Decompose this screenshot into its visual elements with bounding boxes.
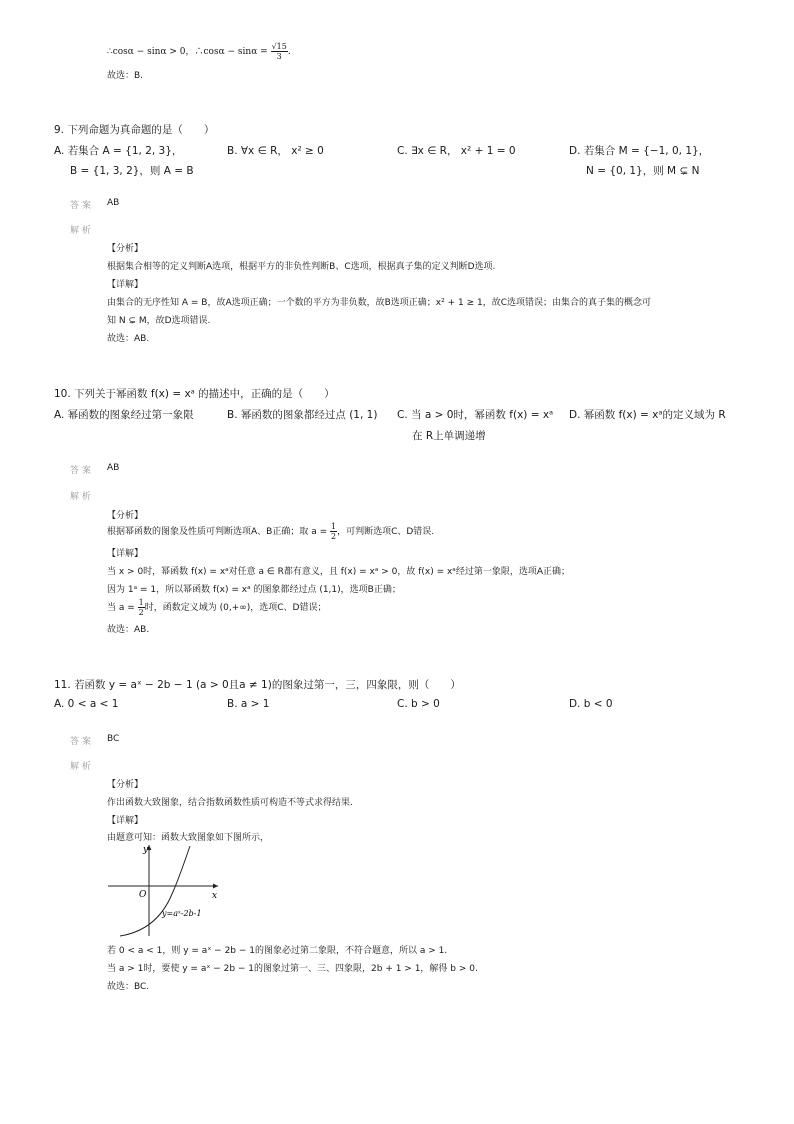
q10-option-c-line2: 在 R上单调递增 bbox=[412, 430, 486, 442]
one-half-fraction bbox=[138, 598, 145, 617]
q10-analysis-text bbox=[107, 522, 434, 541]
q11-analysis-label: 解 析 bbox=[70, 762, 91, 772]
graph-origin-label: O bbox=[139, 890, 147, 900]
q10-detail-line3-a: 当 a = bbox=[107, 603, 135, 613]
q11-detail-line1: 由题意可知：函数大致图象如下图所示， bbox=[107, 833, 270, 843]
q11-stem: 11. 若函数 y = aˣ − 2b − 1 (a > 0且a ≠ 1)的图象过第一，三，四象限，则（ ） bbox=[54, 679, 461, 691]
fraction-denominator: 2 bbox=[138, 608, 144, 617]
q10-option-d: D. 幂函数 f(x) = xᵃ的定义域为 R bbox=[569, 409, 726, 421]
top-line-1-text: ∴cosα − sinα > 0，∴cosα − sinα = bbox=[107, 47, 268, 57]
q10-analysis-text-a: 根据幂函数的图象及性质可判断选项A、B正确；取 a = bbox=[107, 527, 328, 537]
q9-answer: AB bbox=[107, 198, 120, 208]
q11-detail-line2: 若 0 < a < 1，则 y = aˣ − 2b − 1的图象必过第二象限，不符合题意，所以 a > 1. bbox=[107, 946, 448, 956]
q10-conclusion: 故选：AB. bbox=[107, 625, 150, 635]
q10-option-a: A. 幂函数的图象经过第一象限 bbox=[54, 409, 194, 421]
q11-analysis-text: 作出函数大致图象，结合指数函数性质可构造不等式求得结果. bbox=[107, 798, 353, 808]
top-conclusion: 故选：B. bbox=[107, 71, 144, 81]
q10-option-b: B. 幂函数的图象都经过点 (1, 1) bbox=[227, 409, 378, 421]
q9-analysis-label: 解 析 bbox=[70, 226, 91, 236]
q9-option-c: C. ∃x ∈ R， x² + 1 = 0 bbox=[397, 145, 516, 157]
q10-analysis-text-b: ，可判断选项C、D错误. bbox=[337, 527, 435, 537]
q9-detail-line2: 知 N ⊊ M，故D选项错误. bbox=[107, 316, 211, 326]
q9-conclusion: 故选：AB. bbox=[107, 334, 150, 344]
top-line-1-end: . bbox=[287, 47, 291, 57]
graph-function-label: y=aˣ-2b-1 bbox=[162, 909, 202, 918]
q9-option-d-line1: D. 若集合 M = {−1, 0, 1}， bbox=[569, 145, 710, 157]
q11-option-a: A. 0 < a < 1 bbox=[54, 698, 119, 710]
q11-detail-heading: 【详解】 bbox=[107, 816, 144, 826]
fraction-numerator: 1 bbox=[331, 522, 337, 531]
q10-detail-line2: 因为 1ᵃ = 1，所以幂函数 f(x) = xᵃ 的图象都经过点 (1,1)，选项B正确； bbox=[107, 585, 401, 595]
q11-option-d: D. b < 0 bbox=[569, 698, 613, 710]
graph-y-label: y bbox=[143, 845, 149, 855]
fraction-numerator: 1 bbox=[138, 598, 144, 607]
q10-stem: 10. 下列关于幂函数 f(x) = xᵃ 的描述中，正确的是（ ） bbox=[54, 388, 335, 400]
q11-conclusion: 故选：BC. bbox=[107, 982, 150, 992]
q11-option-b: B. a > 1 bbox=[227, 698, 270, 710]
fraction-denominator: 3 bbox=[276, 52, 282, 61]
q11-detail-line3: 当 a > 1时，要使 y = aˣ − 2b − 1的图象过第一、三、四象限，2b + 1 > 1，解得 b > 0. bbox=[107, 964, 478, 974]
q11-analysis-heading: 【分析】 bbox=[107, 780, 144, 790]
q10-detail-line3 bbox=[107, 598, 326, 617]
exponential-curve bbox=[120, 846, 190, 936]
q11-option-c: C. b > 0 bbox=[397, 698, 440, 710]
q9-option-a-line2: B = {1, 3, 2}，则 A = B bbox=[70, 165, 194, 177]
q10-answer: AB bbox=[107, 463, 120, 473]
function-graph bbox=[100, 840, 230, 940]
q9-detail-line1: 由集合的无序性知 A = B，故A选项正确；一个数的平方为非负数，故B选项正确；x² + 1 ≥ 1，故C选项错误；由集合的真子集的概念可 bbox=[107, 298, 651, 308]
q10-detail-line1: 当 x > 0时，幂函数 f(x) = xᵃ对任意 a ∈ R都有意义，且 f(x) = xᵃ > 0，故 f(x) = xᵃ经过第一象限，选项A正确； bbox=[107, 567, 570, 577]
q11-answer-label: 答 案 bbox=[70, 737, 91, 747]
q9-analysis-text: 根据集合相等的定义判断A选项，根据平方的非负性判断B、C选项，根据真子集的定义判断D选项. bbox=[107, 262, 496, 272]
q10-analysis-label: 解 析 bbox=[70, 492, 91, 502]
q9-stem: 9. 下列命题为真命题的是（ ） bbox=[54, 124, 215, 136]
q10-analysis-heading: 【分析】 bbox=[107, 511, 144, 521]
fraction-denominator: 2 bbox=[331, 532, 337, 541]
x-axis-arrow-icon bbox=[213, 884, 218, 889]
q9-option-a-line1: A. 若集合 A = {1, 2, 3}， bbox=[54, 145, 183, 157]
q9-option-b: B. ∀x ∈ R， x² ≥ 0 bbox=[227, 145, 324, 157]
q9-detail-heading: 【详解】 bbox=[107, 280, 144, 290]
q11-answer: BC bbox=[107, 734, 120, 744]
q10-answer-label: 答 案 bbox=[70, 466, 91, 476]
q9-analysis-heading: 【分析】 bbox=[107, 244, 144, 254]
q10-detail-heading: 【详解】 bbox=[107, 549, 144, 559]
q9-answer-label: 答 案 bbox=[70, 201, 91, 211]
sqrt15-over-3-fraction bbox=[271, 42, 288, 61]
q10-option-c-line1: C. 当 a > 0时，幂函数 f(x) = xᵃ bbox=[397, 409, 554, 421]
fraction-numerator: √15 bbox=[271, 42, 287, 51]
graph-x-label: x bbox=[212, 891, 218, 901]
top-line-1 bbox=[107, 42, 291, 61]
q10-detail-line3-b: 时，函数定义域为 (0,+∞)，选项C、D错误； bbox=[144, 603, 327, 613]
q9-option-d-line2: N = {0, 1}，则 M ⊊ N bbox=[586, 165, 700, 177]
